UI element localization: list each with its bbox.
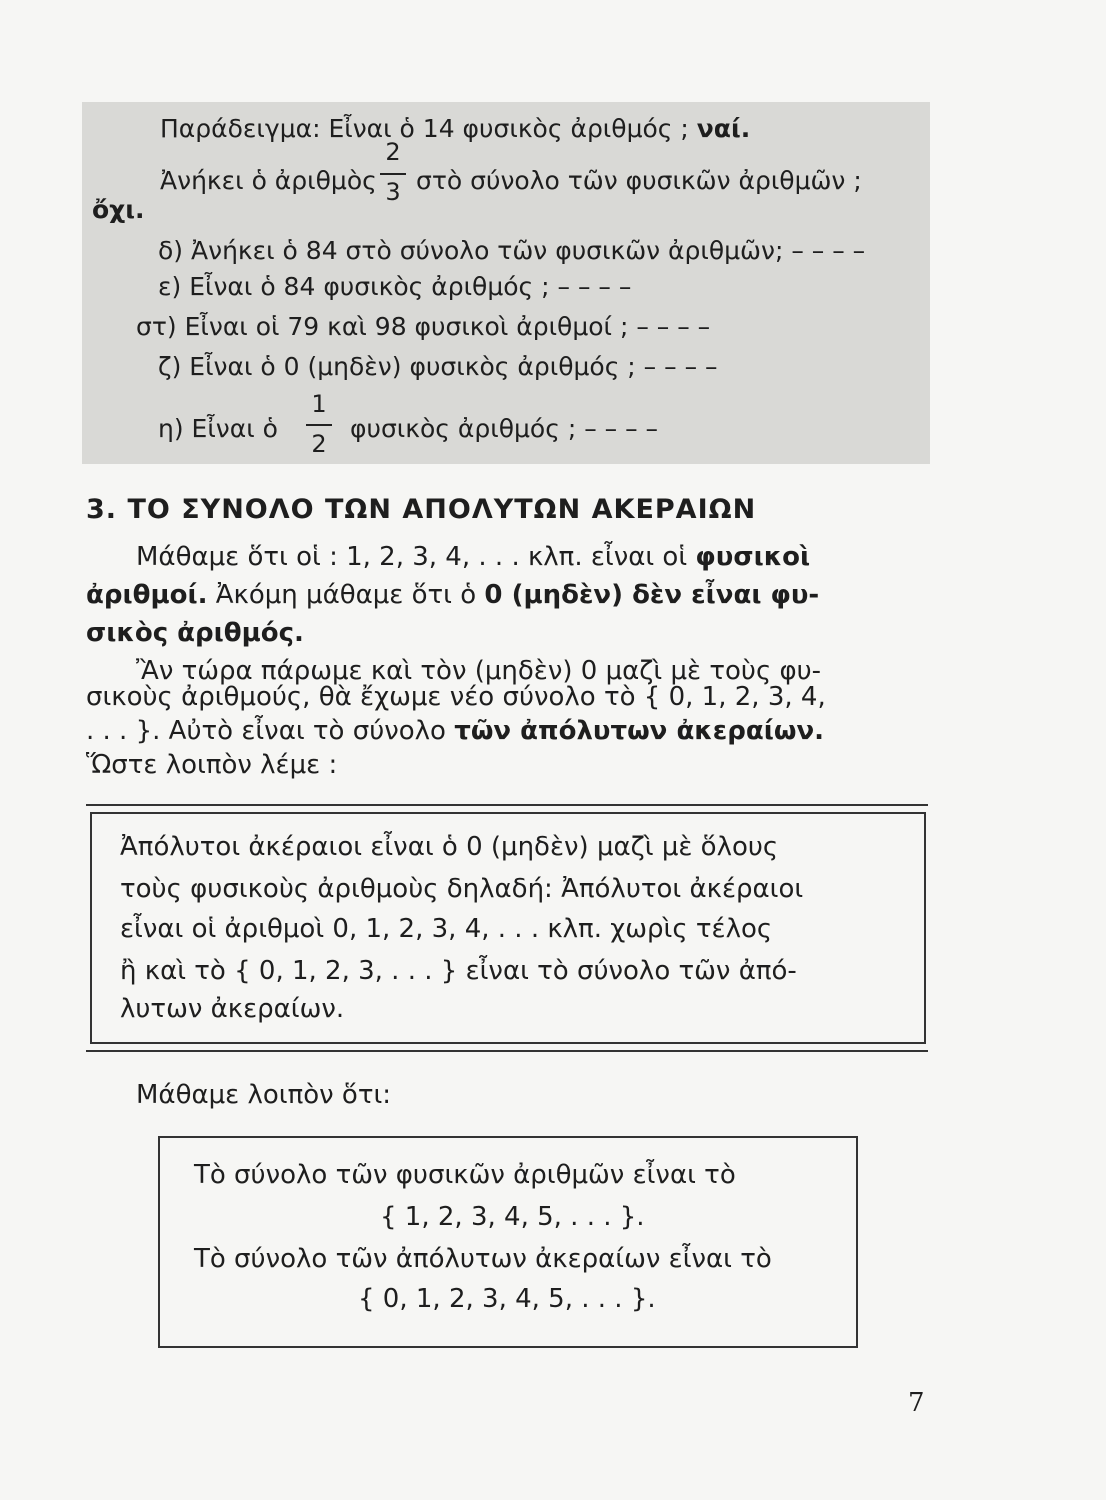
page-number: 7 [908,1388,925,1418]
question-h-rest: φυσικὸς ἀριθμός ; – – – – [350,414,659,443]
belongs-answer: ὄχι. [92,195,145,224]
question-st: στ) Εἶναι οἱ 79 καὶ 98 φυσικοὶ ἀριθμοί ; – – – – [136,312,711,341]
p1-bold-zero: 0 (μηδὲν) δὲν εἶναι φυ- [484,580,820,610]
question-e: ε) Εἶναι ὁ 84 φυσικὸς ἀριθμός ; – – – – [158,272,632,301]
summary-line-1: Τὸ σύνολο τῶν φυσικῶν ἀριθμῶν εἶναι τὸ [194,1160,736,1190]
box-bottom-rule [86,1050,928,1052]
paragraph-2-line-3 [86,718,824,744]
belongs-question [160,168,377,193]
question-d: δ) Ἀνήκει ὁ 84 στὸ σύνολο τῶν φυσικῶν ἀριθμῶν; – – – – [158,236,866,265]
fraction-bar [306,424,332,426]
summary-line-4: { 0, 1, 2, 3, 4, 5, . . . }. [358,1284,656,1314]
paragraph-2-line-1: Ἂν τώρα πάρωμε καὶ τὸν (μηδὲν) 0 μαζὶ μὲ τοὺς φυ- [136,656,822,686]
section-heading: 3. ΤΟ ΣΥΝΟΛΟ ΤΩΝ ΑΠΟΛΥΤΩΝ ΑΚΕΡΑΙΩΝ [86,494,757,525]
definition-line-1: Ἀπόλυτοι ἀκέραιοι εἶναι ὁ 0 (μηδὲν) μαζὶ μὲ ὅλους [120,832,779,862]
fraction-bar [380,173,406,175]
belongs-text-b: στὸ σύνολο τῶν φυσικῶν ἀριθμῶν ; [416,166,862,195]
paragraph-2-line-4: Ὥστε λοιπὸν λέμε : [86,750,338,780]
definition-line-2: τοὺς φυσικοὺς ἀριθμοὺς δηλαδή: Ἀπόλυτοι ἀκέραιοι [120,874,804,904]
fraction-2-3-denominator: 3 [385,178,401,206]
paragraph-1-line-2 [86,582,819,608]
definition-line-3: εἶναι οἱ ἀριθμοὶ 0, 1, 2, 3, 4, . . . κλπ. χωρὶς τέλος [120,914,773,944]
example-text: Παράδειγμα: Εἶναι ὁ 14 φυσικὸς ἀριθμός ; [160,114,689,143]
box-top-rule [86,804,928,806]
p2-bold-term: τῶν ἀπόλυτων ἀκεραίων. [454,716,825,746]
paragraph-1-line-3: σικὸς ἀριθμός. [86,618,304,648]
example-answer: ναί. [696,114,751,143]
p1-bold-term: φυσικοὶ [695,542,811,572]
definition-line-4: ἢ καὶ τὸ { 0, 1, 2, 3, . . . } εἶναι τὸ σύνολο τῶν ἀπό- [120,956,797,986]
belongs-text-a: Ἀνήκει ὁ ἀριθμὸς [160,166,377,195]
p1-text-2: Ἀκόμη μάθαμε ὅτι ὁ [215,580,477,610]
question-h: η) Εἶναι ὁ [158,414,278,443]
paragraph-1-line-1 [136,544,810,570]
fraction-1-2-numerator: 1 [311,390,327,418]
belongs-question-rest [416,168,862,193]
p1-text: Μάθαμε ὅτι οἱ : 1, 2, 3, 4, . . . κλπ. εἶναι οἱ [136,542,688,572]
summary-intro: Μάθαμε λοιπὸν ὅτι: [136,1080,392,1110]
question-z: ζ) Εἶναι ὁ 0 (μηδὲν) φυσικὸς ἀριθμός ; – – – – [158,352,718,381]
summary-line-3: Τὸ σύνολο τῶν ἀπόλυτων ἀκεραίων εἶναι τὸ [194,1244,772,1274]
paragraph-2-line-2: σικοὺς ἀριθμούς, θὰ ἔχωμε νέο σύνολο τὸ { 0, 1, 2, 3, 4, [86,682,826,712]
p2-text: . . . }. Αὐτὸ εἶναι τὸ σύνολο [86,716,446,746]
fraction-2-3-numerator: 2 [385,138,401,166]
summary-line-2: { 1, 2, 3, 4, 5, . . . }. [380,1202,645,1232]
example-line [160,116,750,141]
p1-bold-numbers: ἀριθμοί. [86,580,208,610]
definition-line-5: λυτων ἀκεραίων. [120,994,345,1024]
fraction-1-2-denominator: 2 [311,430,327,458]
